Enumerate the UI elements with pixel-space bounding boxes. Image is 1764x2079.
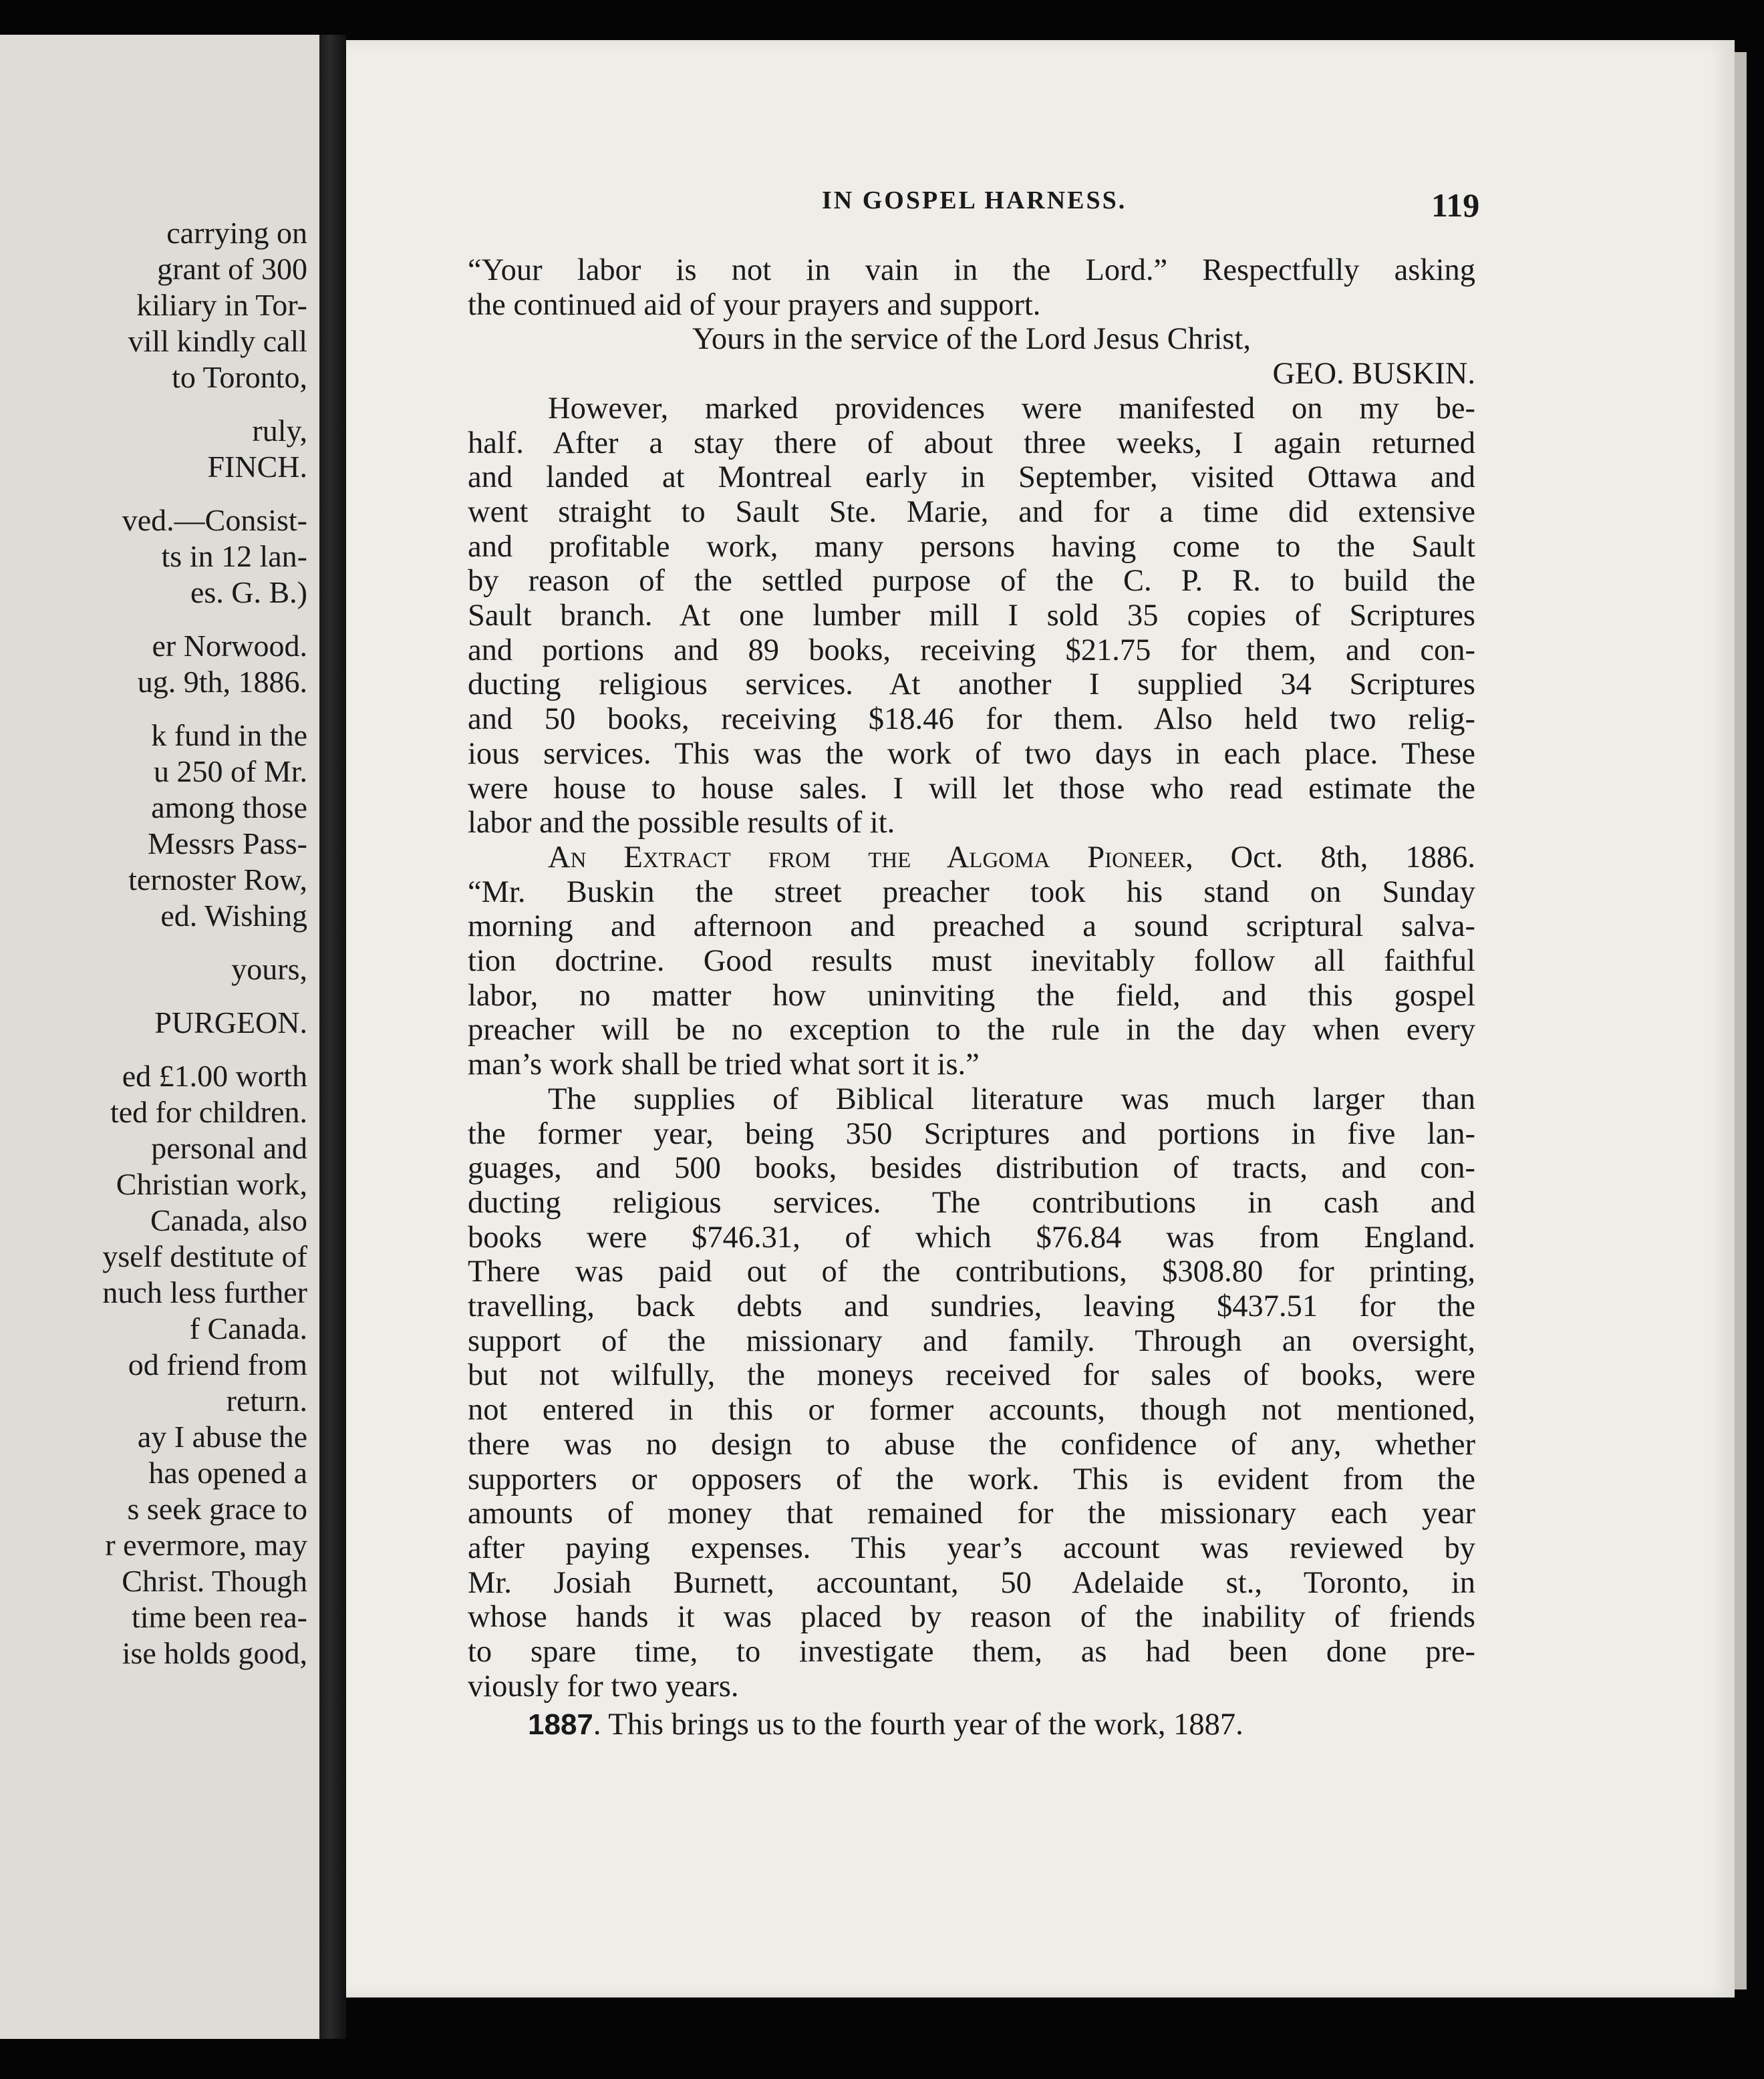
left-page-line: u 250 of Mr. [154, 754, 307, 788]
left-page-line: Canada, also [150, 1203, 307, 1237]
letter-line: “Your labor is not in vain in the Lord.” Respectfully asking [468, 253, 1475, 287]
letter-line: the continued aid of your prayers and support. [468, 287, 1041, 322]
extract-line: labor, no matter how uninviting the field, and this gospel [468, 978, 1475, 1013]
extract-line: morning and afternoon and preached a sound scriptural salva- [468, 909, 1475, 944]
paragraph-line: by reason of the settled purpose of the C. P. R. to build the [468, 564, 1475, 599]
paragraph-line: The supplies of Biblical literature was much larger than [548, 1082, 1475, 1116]
page-edge [1735, 52, 1747, 1989]
extract-line: “Mr. Buskin the street preacher took his stand on Sunday [468, 874, 1475, 909]
paragraph-line: support of the missionary and family. Through an oversight, [468, 1323, 1475, 1358]
paragraph-line: ious services. This was the work of two days in each place. These [468, 736, 1475, 771]
left-page-line: ted for children. [110, 1095, 307, 1129]
left-page-line: return. [226, 1384, 307, 1418]
left-page-line: kiliary in Tor- [136, 288, 307, 322]
paragraph-line: were house to house sales. I will let those who read estimate the [468, 771, 1475, 806]
paragraph-line: and profitable work, many persons having come to the Sault [468, 529, 1475, 564]
left-page-line: ise holds good, [122, 1636, 307, 1670]
left-page-line: ed. Wishing [160, 899, 307, 933]
extract-line: tion doctrine. Good results must inevitably follow all faithful [468, 944, 1475, 978]
paragraph-line: supporters or opposers of the work. This is evident from the [468, 1462, 1475, 1496]
paragraph-line: ducting religious services. The contributions in cash and [468, 1185, 1475, 1220]
final-line-text: . This brings us to the fourth year of the work, 1887. [593, 1708, 1243, 1742]
paragraph-line: whose hands it was placed by reason of the inability of friends [468, 1600, 1475, 1635]
paragraph-line: amounts of money that remained for the missionary each year [468, 1496, 1475, 1531]
letter-closing: Yours in the service of the Lord Jesus Christ, [692, 322, 1252, 357]
left-page-line: k fund in the [151, 718, 307, 752]
left-page-line: time been rea- [131, 1600, 307, 1634]
left-page-line: among those [151, 790, 307, 824]
paragraph-line: not entered in this or former accounts, though not mentioned, [468, 1393, 1475, 1428]
left-page-line: ay I abuse the [137, 1420, 307, 1454]
paragraph-line: the former year, being 350 Scriptures and portions in five lan- [468, 1116, 1475, 1151]
left-page-line: vill kindly call [128, 324, 307, 358]
left-page-line: s seek grace to [127, 1492, 307, 1526]
paragraph-line: and landed at Montreal early in September, visited Ottawa and [468, 460, 1475, 495]
paragraph-line: viously for two years. [468, 1669, 739, 1704]
left-page-line: grant of 300 [157, 252, 307, 286]
left-page-line: yours, [231, 952, 307, 986]
left-page-line: personal and [151, 1131, 307, 1165]
left-page-line: Messrs Pass- [148, 826, 307, 860]
book-binding [319, 35, 346, 2039]
extract-heading-line [468, 840, 1475, 876]
extract-date: Oct. 8th, 1886. [1230, 840, 1475, 874]
paragraph-line: and 50 books, receiving $18.46 for them. Also held two relig- [468, 702, 1475, 737]
paragraph-line: However, marked providences were manifested on my be- [548, 391, 1475, 426]
extract-line: man’s work shall be tried what sort it is.” [468, 1048, 980, 1082]
page-number: 119 [1431, 186, 1480, 224]
paragraph-line: There was paid out of the contributions, $308.80 for printing, [468, 1255, 1475, 1289]
left-page-line: Christ. Though [122, 1564, 307, 1598]
left-page-line: r evermore, may [105, 1528, 307, 1562]
left-page-line: ed £1.00 worth [122, 1059, 307, 1093]
paragraph-line: ducting religious services. At another I supplied 34 Scriptures [468, 667, 1475, 702]
paragraph-line: guages, and 500 books, besides distribution of tracts, and con- [468, 1151, 1475, 1186]
left-page-line: ug. 9th, 1886. [137, 665, 307, 699]
left-page-line: PURGEON. [154, 1005, 307, 1040]
signature: GEO. BUSKIN. [1272, 357, 1475, 391]
left-page-line: to Toronto, [172, 360, 307, 394]
left-page-line: has opened a [148, 1456, 307, 1490]
left-page-line: ruly, [252, 414, 307, 448]
paragraph-line: to spare time, to investigate them, as had been done pre- [468, 1635, 1475, 1669]
year-section-line [468, 1707, 1475, 1743]
paragraph-line: there was no design to abuse the confidence of any, whether [468, 1427, 1475, 1462]
extract-heading: An Extract from the Algoma Pioneer, [548, 840, 1193, 874]
paragraph-line: and portions and 89 books, receiving $21.75 for them, and con- [468, 633, 1475, 667]
left-page-line: FINCH. [207, 450, 307, 484]
left-page-line: ved.—Consist- [122, 503, 307, 537]
extract-line: preacher will be no exception to the rule in the day when every [468, 1013, 1475, 1048]
left-page-line: nuch less further [102, 1275, 307, 1309]
running-head: IN GOSPEL HARNESS. [822, 186, 1127, 214]
paragraph-line: but not wilfully, the moneys received for sales of books, were [468, 1358, 1475, 1393]
paragraph-line: labor and the possible results of it. [468, 806, 895, 840]
left-page-line: es. G. B.) [190, 575, 307, 609]
left-page-line: er Norwood. [152, 629, 307, 663]
paragraph-line: went straight to Sault Ste. Marie, and for a time did extensive [468, 494, 1475, 529]
left-facing-page [0, 35, 319, 2039]
left-page-line: Christian work, [116, 1167, 307, 1201]
paragraph-line: half. After a stay there of about three weeks, I again returned [468, 426, 1475, 460]
paragraph-line: after paying expenses. This year’s account was reviewed by [468, 1531, 1475, 1565]
paragraph-line: Mr. Josiah Burnett, accountant, 50 Adelaide st., Toronto, in [468, 1565, 1475, 1600]
paragraph-line: books were $746.31, of which $76.84 was from England. [468, 1220, 1475, 1255]
paragraph-line: travelling, back debts and sundries, leaving $437.51 for the [468, 1289, 1475, 1323]
left-page-line: ternoster Row, [128, 862, 307, 897]
left-page-line: od friend from [128, 1347, 307, 1382]
year-heading: 1887 [528, 1708, 593, 1742]
left-page-line: ts in 12 lan- [161, 539, 307, 573]
left-page-line: f Canada. [189, 1311, 307, 1345]
left-page-line: carrying on [166, 216, 307, 250]
left-page-line: yself destitute of [102, 1239, 307, 1273]
paragraph-line: Sault branch. At one lumber mill I sold 35 copies of Scriptures [468, 599, 1475, 633]
